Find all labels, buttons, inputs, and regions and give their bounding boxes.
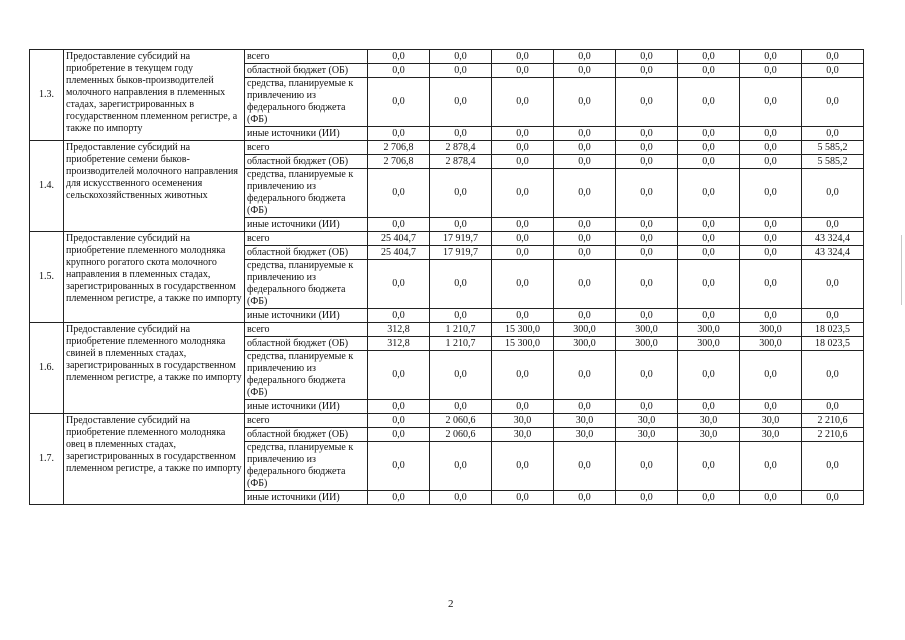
value-cell: 0,0 <box>554 141 616 155</box>
value-cell: 0,0 <box>368 260 430 309</box>
value-cell: 0,0 <box>740 351 802 400</box>
section-description: Предоставление субсидий на приобретение племенного молодняка свиней в племенных стадах, зарегистрированных в государственном племенном регистре, а также по импорту <box>64 323 245 414</box>
value-cell: 0,0 <box>554 155 616 169</box>
value-cell: 0,0 <box>368 428 430 442</box>
value-cell: 0,0 <box>802 400 864 414</box>
page-number: 2 <box>448 598 454 610</box>
value-cell: 0,0 <box>492 169 554 218</box>
section-number: 1.6. <box>30 323 64 414</box>
value-cell: 0,0 <box>368 50 430 64</box>
value-cell: 2 060,6 <box>430 428 492 442</box>
value-cell: 0,0 <box>616 351 678 400</box>
value-cell: 0,0 <box>740 50 802 64</box>
section-description: Предоставление субсидий на приобретение племенного молодняка крупного рогатого скота молочного направления в племенных стадах, зарегистрированных в государственном племенном регистре, а также по импорту <box>64 232 245 323</box>
value-cell: 2 878,4 <box>430 155 492 169</box>
value-cell: 0,0 <box>554 260 616 309</box>
value-cell: 0,0 <box>430 442 492 491</box>
value-cell: 15 300,0 <box>492 323 554 337</box>
value-cell: 0,0 <box>492 246 554 260</box>
value-cell: 0,0 <box>492 64 554 78</box>
value-cell: 0,0 <box>554 169 616 218</box>
value-cell: 30,0 <box>492 428 554 442</box>
value-cell: 17 919,7 <box>430 232 492 246</box>
section-number: 1.4. <box>30 141 64 232</box>
value-cell: 0,0 <box>430 351 492 400</box>
value-cell: 0,0 <box>368 127 430 141</box>
value-cell: 0,0 <box>616 141 678 155</box>
funding-source: областной бюджет (ОБ) <box>245 428 368 442</box>
value-cell: 0,0 <box>554 50 616 64</box>
value-cell: 300,0 <box>740 323 802 337</box>
value-cell: 30,0 <box>678 414 740 428</box>
value-cell: 0,0 <box>430 260 492 309</box>
value-cell: 0,0 <box>678 442 740 491</box>
value-cell: 0,0 <box>616 232 678 246</box>
funding-source: иные источники (ИИ) <box>245 309 368 323</box>
value-cell: 0,0 <box>554 400 616 414</box>
value-cell: 30,0 <box>616 428 678 442</box>
value-cell: 0,0 <box>678 127 740 141</box>
value-cell: 0,0 <box>368 442 430 491</box>
value-cell: 0,0 <box>368 218 430 232</box>
funding-source: средства, планируемые к привлечению из федерального бюджета (ФБ) <box>245 351 368 400</box>
value-cell: 0,0 <box>492 50 554 64</box>
value-cell: 0,0 <box>678 141 740 155</box>
funding-source: иные источники (ИИ) <box>245 127 368 141</box>
value-cell: 0,0 <box>678 155 740 169</box>
value-cell: 0,0 <box>740 127 802 141</box>
value-cell: 0,0 <box>430 78 492 127</box>
section-description: Предоставление субсидий на приобретение племенного молодняка овец в племенных стадах, зарегистрированных в государственном племенном регистре, а также по импорту <box>64 414 245 505</box>
value-cell: 0,0 <box>740 78 802 127</box>
value-cell: 0,0 <box>616 491 678 505</box>
value-cell: 0,0 <box>554 78 616 127</box>
value-cell: 0,0 <box>554 246 616 260</box>
value-cell: 0,0 <box>678 232 740 246</box>
section-number: 1.7. <box>30 414 64 505</box>
section-description: Предоставление субсидий на приобретение в текущем году племенных быков-производителей молочного направления в племенных стадах, зарегистрированных в государственном племенном регистре, а также по импорту <box>64 50 245 141</box>
value-cell: 0,0 <box>802 442 864 491</box>
table-row <box>30 323 864 337</box>
value-cell: 0,0 <box>368 351 430 400</box>
value-cell: 0,0 <box>368 64 430 78</box>
scan-edge-mark <box>901 235 902 305</box>
value-cell: 0,0 <box>554 127 616 141</box>
value-cell: 0,0 <box>554 351 616 400</box>
value-cell: 0,0 <box>678 50 740 64</box>
value-cell: 0,0 <box>368 169 430 218</box>
value-cell: 25 404,7 <box>368 246 430 260</box>
value-cell: 0,0 <box>740 309 802 323</box>
value-cell: 0,0 <box>430 218 492 232</box>
value-cell: 43 324,4 <box>802 246 864 260</box>
value-cell: 2 210,6 <box>802 428 864 442</box>
value-cell: 0,0 <box>740 155 802 169</box>
value-cell: 0,0 <box>740 218 802 232</box>
value-cell: 0,0 <box>430 64 492 78</box>
section-number: 1.5. <box>30 232 64 323</box>
value-cell: 0,0 <box>616 155 678 169</box>
value-cell: 0,0 <box>802 78 864 127</box>
value-cell: 0,0 <box>802 218 864 232</box>
value-cell: 300,0 <box>678 323 740 337</box>
value-cell: 0,0 <box>616 169 678 218</box>
funding-source: иные источники (ИИ) <box>245 400 368 414</box>
value-cell: 0,0 <box>368 491 430 505</box>
value-cell: 0,0 <box>616 309 678 323</box>
value-cell: 0,0 <box>678 169 740 218</box>
value-cell: 0,0 <box>802 169 864 218</box>
funding-source: иные источники (ИИ) <box>245 491 368 505</box>
value-cell: 0,0 <box>492 218 554 232</box>
value-cell: 0,0 <box>368 414 430 428</box>
value-cell: 0,0 <box>554 491 616 505</box>
value-cell: 0,0 <box>678 351 740 400</box>
table-row <box>30 232 864 246</box>
table-row <box>30 141 864 155</box>
value-cell: 0,0 <box>802 491 864 505</box>
value-cell: 0,0 <box>616 400 678 414</box>
value-cell: 0,0 <box>740 260 802 309</box>
value-cell: 30,0 <box>740 414 802 428</box>
value-cell: 300,0 <box>616 323 678 337</box>
value-cell: 0,0 <box>554 232 616 246</box>
value-cell: 300,0 <box>554 337 616 351</box>
funding-source: областной бюджет (ОБ) <box>245 64 368 78</box>
value-cell: 0,0 <box>740 246 802 260</box>
value-cell: 17 919,7 <box>430 246 492 260</box>
value-cell: 312,8 <box>368 323 430 337</box>
funding-source: областной бюджет (ОБ) <box>245 246 368 260</box>
section-description: Предоставление субсидий на приобретение семени быков-производителей молочного направления для искусственного осеменения сельскохозяйственных животных <box>64 141 245 232</box>
value-cell: 0,0 <box>492 309 554 323</box>
value-cell: 0,0 <box>802 260 864 309</box>
value-cell: 0,0 <box>492 351 554 400</box>
value-cell: 30,0 <box>678 428 740 442</box>
value-cell: 0,0 <box>616 50 678 64</box>
value-cell: 0,0 <box>368 78 430 127</box>
value-cell: 5 585,2 <box>802 141 864 155</box>
value-cell: 0,0 <box>492 400 554 414</box>
value-cell: 5 585,2 <box>802 155 864 169</box>
value-cell: 0,0 <box>430 50 492 64</box>
value-cell: 43 324,4 <box>802 232 864 246</box>
value-cell: 2 060,6 <box>430 414 492 428</box>
funding-source: всего <box>245 232 368 246</box>
value-cell: 0,0 <box>678 400 740 414</box>
value-cell: 0,0 <box>368 400 430 414</box>
funding-source: средства, планируемые к привлечению из федерального бюджета (ФБ) <box>245 260 368 309</box>
funding-source: всего <box>245 141 368 155</box>
value-cell: 0,0 <box>492 232 554 246</box>
value-cell: 2 706,8 <box>368 141 430 155</box>
value-cell: 2 878,4 <box>430 141 492 155</box>
funding-source: областной бюджет (ОБ) <box>245 337 368 351</box>
value-cell: 18 023,5 <box>802 337 864 351</box>
value-cell: 0,0 <box>740 141 802 155</box>
funding-source: иные источники (ИИ) <box>245 218 368 232</box>
value-cell: 0,0 <box>430 491 492 505</box>
value-cell: 0,0 <box>802 50 864 64</box>
value-cell: 30,0 <box>492 414 554 428</box>
value-cell: 0,0 <box>492 491 554 505</box>
value-cell: 0,0 <box>368 309 430 323</box>
value-cell: 0,0 <box>492 127 554 141</box>
value-cell: 0,0 <box>678 64 740 78</box>
value-cell: 312,8 <box>368 337 430 351</box>
value-cell: 18 023,5 <box>802 323 864 337</box>
value-cell: 0,0 <box>616 127 678 141</box>
value-cell: 0,0 <box>678 78 740 127</box>
value-cell: 0,0 <box>740 400 802 414</box>
value-cell: 0,0 <box>740 442 802 491</box>
table-row <box>30 50 864 64</box>
funding-source: областной бюджет (ОБ) <box>245 155 368 169</box>
value-cell: 0,0 <box>678 491 740 505</box>
value-cell: 1 210,7 <box>430 337 492 351</box>
value-cell: 0,0 <box>554 309 616 323</box>
value-cell: 0,0 <box>678 260 740 309</box>
funding-source: всего <box>245 50 368 64</box>
value-cell: 0,0 <box>678 218 740 232</box>
value-cell: 15 300,0 <box>492 337 554 351</box>
value-cell: 0,0 <box>430 127 492 141</box>
value-cell: 0,0 <box>740 491 802 505</box>
value-cell: 0,0 <box>802 351 864 400</box>
value-cell: 0,0 <box>554 442 616 491</box>
value-cell: 0,0 <box>554 218 616 232</box>
value-cell: 0,0 <box>740 169 802 218</box>
value-cell: 25 404,7 <box>368 232 430 246</box>
value-cell: 0,0 <box>492 78 554 127</box>
value-cell: 0,0 <box>616 218 678 232</box>
value-cell: 300,0 <box>616 337 678 351</box>
funding-source: средства, планируемые к привлечению из федерального бюджета (ФБ) <box>245 442 368 491</box>
value-cell: 0,0 <box>492 260 554 309</box>
value-cell: 0,0 <box>802 64 864 78</box>
value-cell: 30,0 <box>740 428 802 442</box>
value-cell: 0,0 <box>802 127 864 141</box>
value-cell: 0,0 <box>554 64 616 78</box>
value-cell: 0,0 <box>616 442 678 491</box>
value-cell: 0,0 <box>616 64 678 78</box>
value-cell: 0,0 <box>492 141 554 155</box>
funding-source: всего <box>245 323 368 337</box>
value-cell: 0,0 <box>430 169 492 218</box>
budget-table <box>29 49 864 505</box>
value-cell: 0,0 <box>492 442 554 491</box>
value-cell: 2 706,8 <box>368 155 430 169</box>
value-cell: 0,0 <box>430 309 492 323</box>
value-cell: 0,0 <box>678 246 740 260</box>
value-cell: 0,0 <box>678 309 740 323</box>
funding-source: средства, планируемые к привлечению из федерального бюджета (ФБ) <box>245 78 368 127</box>
value-cell: 0,0 <box>616 78 678 127</box>
value-cell: 2 210,6 <box>802 414 864 428</box>
table-row <box>30 414 864 428</box>
table-body <box>30 50 864 505</box>
value-cell: 300,0 <box>678 337 740 351</box>
value-cell: 1 210,7 <box>430 323 492 337</box>
funding-source: всего <box>245 414 368 428</box>
value-cell: 30,0 <box>616 414 678 428</box>
value-cell: 0,0 <box>492 155 554 169</box>
value-cell: 30,0 <box>554 414 616 428</box>
section-number: 1.3. <box>30 50 64 141</box>
value-cell: 0,0 <box>430 400 492 414</box>
funding-source: средства, планируемые к привлечению из федерального бюджета (ФБ) <box>245 169 368 218</box>
value-cell: 300,0 <box>740 337 802 351</box>
value-cell: 0,0 <box>802 309 864 323</box>
value-cell: 0,0 <box>616 246 678 260</box>
value-cell: 0,0 <box>616 260 678 309</box>
value-cell: 0,0 <box>740 64 802 78</box>
value-cell: 0,0 <box>740 232 802 246</box>
value-cell: 30,0 <box>554 428 616 442</box>
value-cell: 300,0 <box>554 323 616 337</box>
